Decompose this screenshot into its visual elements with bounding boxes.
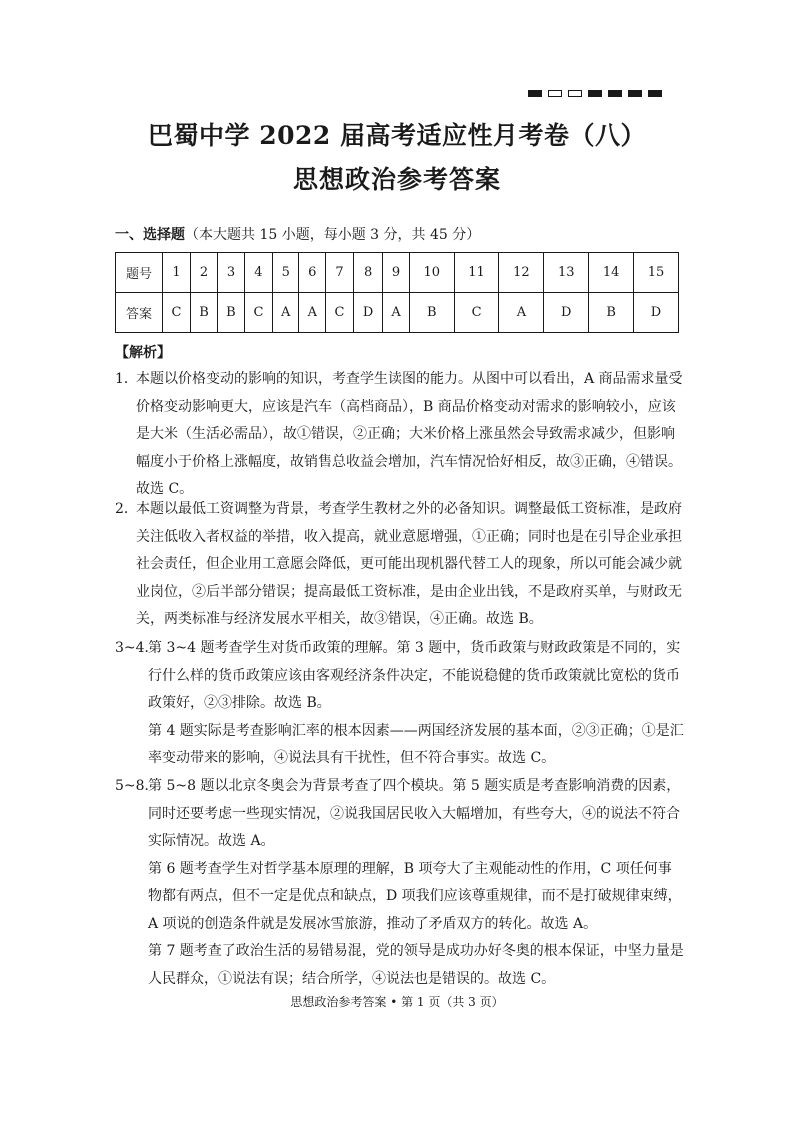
answer-cell: B [190,293,217,333]
section-heading [115,224,480,244]
item-text: 第 5~8 题以北京冬奥会为背景考查了四个模块。第 5 题实质是考查影响消费的因素，同时还要考虑一些现实情况，②说我国居民收入大幅增加，有些夸大，④的说法不符合实际情况。故选 A。 [148,778,681,849]
answer-cell: B [217,293,244,333]
item-text: 第 3~4 题考查学生对货币政策的理解。第 3 题中，货币政策与财政政策是不同的，实行什么样的货币政策应该由客观经济条件决定，不能说稳健的货币政策就比宽松的货币政策好，②③排除。故选 B。 [148,640,681,711]
section-title: 一、选择题 [115,227,185,243]
row-label-answer: 答案 [116,293,163,333]
question-number-cell: 15 [634,253,679,293]
item-text: 本题以价格变动的影响的知识，考查学生读图的能力。从图中可以看出，A 商品需求量受价格变动影响更大，应该是汽车（高档商品），B 商品价格变动对需求的影响较小，应该是大米（生活必需品），故①错误，②正确；大米价格上涨虽然会导致需求减少，但影响幅度小于价格上涨幅度，故销售总收益会增加，汽车情况恰好相反，故③正确，④错误。故选 C。 [136,371,683,497]
answer-cell: C [326,293,354,333]
item-number: 1． [115,371,138,387]
question-number-cell: 2 [190,253,217,293]
answer-cell: A [383,293,410,333]
filled-square-mark [528,90,542,97]
item-number: 3~4． [115,640,159,656]
filled-square-mark [628,90,642,97]
hollow-square-mark [568,90,582,97]
answer-cell: B [409,293,454,333]
question-number-cell: 4 [244,253,272,293]
answer-cell: A [272,293,299,333]
question-number-cell: 12 [499,253,544,293]
item-text: 第 6 题考查学生对哲学基本原理的理解，B 项夸大了主观能动性的作用，C 项任何事物都有两点，但不一定是优点和缺点，D 项我们应该尊重规律，而不是打破规律束缚，A 项说的创造条件就是发展冰雪旅游，推动了矛盾双方的转化。故选 A。 [148,860,682,932]
exam-title: 巴蜀中学 2022 届高考适应性月考卷（八） [148,121,646,150]
hollow-square-mark [548,90,562,97]
question-number-cell: 5 [272,253,299,293]
question-number-cell: 1 [163,253,191,293]
item-number: 2． [115,501,138,517]
answer-cell: A [499,293,544,333]
question-number-cell: 6 [299,253,326,293]
row-label-number: 题号 [116,253,163,293]
item-text: 第 4 题实际是考查影响汇率的根本因素——两国经济发展的基本面，②③正确；①是汇率变动带来的影响，④说法具有干扰性，但不符合事实。故选 C。 [148,722,684,766]
answer-cell: C [163,293,191,333]
answer-cell: D [354,293,383,333]
page-footer: 思想政治参考答案 • 第 1 页（共 3 页） [290,995,504,1009]
answer-cell: B [589,293,634,333]
question-number-cell: 11 [454,253,499,293]
answer-cell: C [454,293,499,333]
question-number-cell: 14 [589,253,634,293]
header-marks [528,90,662,97]
answer-table [115,252,679,333]
item-number: 5~8． [115,778,159,794]
question-number-cell: 13 [544,253,589,293]
question-number-cell: 10 [409,253,454,293]
question-number-cell: 7 [326,253,354,293]
answer-cell: D [634,293,679,333]
item-text: 第 7 题考查了政治生活的易错易混，党的领导是成功办好冬奥的根本保证，中坚力量是人民群众，①说法有误；结合所学，④说法也是错误的。故选 C。 [148,943,684,987]
question-number-cell: 9 [383,253,410,293]
analysis-heading: 【解析】 [115,345,171,361]
item-text: 本题以最低工资调整为背景，考查学生教材之外的必备知识。调整最低工资标准，是政府关注低收入者权益的举措，收入提高，就业意愿增强，①正确；同时也是在引导企业承担社会责任，但企业用工意愿会降低，更可能出现机器代替工人的现象，所以可能会减少就业岗位，②后半部分错误；提高最低工资标准，是由企业出钱，不是政府买单，与财政无关，两类标准与经济发展水平相关，故③错误，④正确。故选 B。 [136,501,682,627]
filled-square-mark [588,90,602,97]
answer-row [116,293,679,333]
answer-cell: C [244,293,272,333]
answer-cell: D [544,293,589,333]
answer-cell: A [299,293,326,333]
question-number-row [116,253,679,293]
exam-subtitle: 思想政治参考答案 [292,165,501,194]
filled-square-mark [608,90,622,97]
question-number-cell: 8 [354,253,383,293]
filled-square-mark [648,90,662,97]
question-number-cell: 3 [217,253,244,293]
section-note: （本大题共 15 小题，每小题 3 分，共 45 分） [185,227,481,243]
